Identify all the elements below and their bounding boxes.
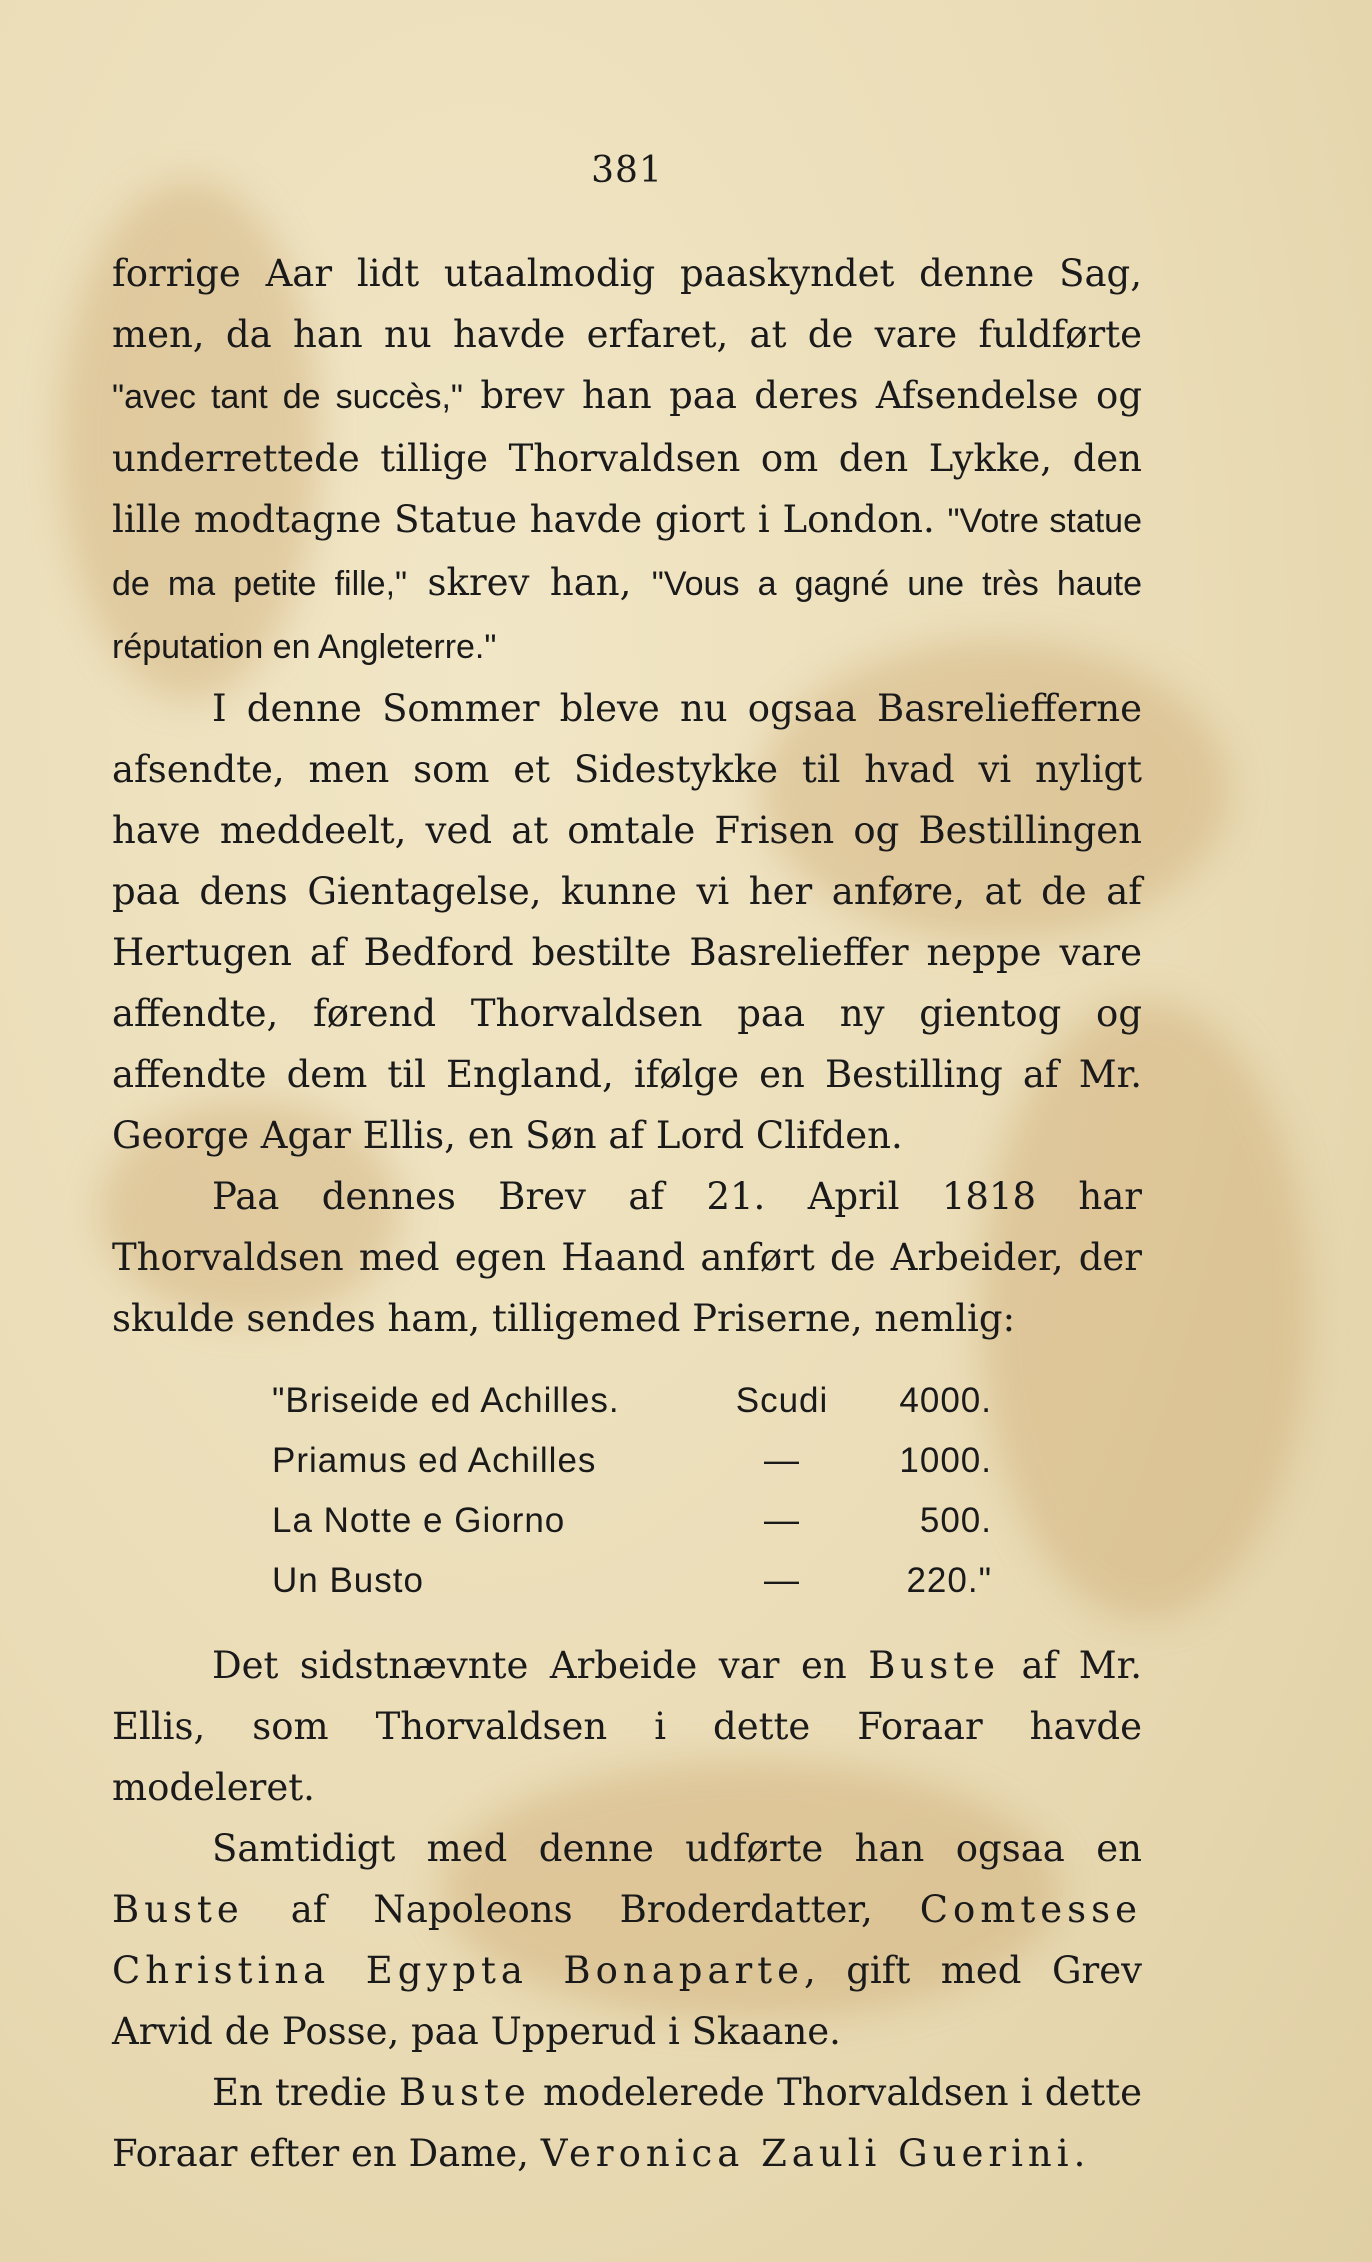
text-run: af Napoleons Broderdatter, — [243, 1888, 920, 1931]
french-quote: "Votre statue de ma petite fille," — [112, 502, 1142, 603]
work-title: Un Busto — [272, 1561, 424, 1600]
text-run: forrige Aar lidt utaalmodig paaskyndet denne Sag, men, da han nu havde erfaret, at de vare fuldførte — [112, 252, 1142, 356]
work-title: "Briseide ed Achilles. — [272, 1381, 620, 1420]
price-amount: 220." — [906, 1561, 992, 1600]
emphasis-spaced: Buste — [399, 2071, 531, 2114]
ditto-mark: — — [764, 1561, 800, 1600]
text-run: brev han paa deres Afsendelse og underrettede tillige Thorvaldsen om den Lykke, den lille modtagne Statue havde giort i London. — [112, 374, 1143, 541]
work-title: Priamus ed Achilles — [272, 1441, 597, 1480]
price-list — [272, 1371, 992, 1611]
price-row — [272, 1371, 992, 1431]
emphasis-spaced: Comtesse Christina Egypta Bonaparte — [112, 1888, 1142, 1992]
text-run: En tredie — [212, 2071, 400, 2114]
price-row — [272, 1551, 992, 1611]
paragraph-bonaparte-bust — [112, 1818, 1142, 2062]
paragraph-guerini-bust — [112, 2062, 1142, 2184]
price-row — [272, 1491, 992, 1551]
emphasis-spaced: Buste — [868, 1644, 1000, 1687]
price-row — [272, 1431, 992, 1491]
text-run: . — [1073, 2132, 1086, 2175]
text-run: af Mr. Ellis, som Thorvaldsen i dette Foraar havde modeleret. — [112, 1644, 1143, 1809]
french-quote: "Vous a gagné une très haute réputation en Angleterre." — [112, 565, 1142, 666]
french-quote: "avec tant de succès," — [112, 378, 464, 416]
book-page — [112, 150, 1142, 2184]
emphasis-spaced: Veronica Zauli Guerini — [540, 2132, 1074, 2175]
ditto-mark: — — [764, 1441, 800, 1480]
paragraph-letter-1818: Paa dennes Brev af 21. April 1818 har Thorvaldsen med egen Haand anført de Arbeider, der skulde sendes ham, tilligemed Priserne, nemlig: — [112, 1175, 1142, 1340]
paragraph-letter — [112, 243, 1142, 678]
currency-unit: Scudi — [735, 1381, 829, 1420]
text-run: , gift med Grev Arvid de Posse, paa Upperud i Skaane. — [112, 1949, 1142, 2053]
ditto-mark: — — [764, 1501, 800, 1540]
paragraph-basreliefs: I denne Sommer bleve nu ogsaa Basreliefferne afsendte, men som et Sidestykke til hvad vi nyligt have meddeelt, ved at omtale Frisen og Bestillingen paa dens Gientagelse, kunne vi her anføre, at de af Hertugen af Bedford bestilte Basrelieffer neppe vare affendte, førend Thorvaldsen paa ny gientog og affendte dem til England, ifølge en Bestilling af Mr. George Agar Ellis, en Søn af Lord Clifden. — [112, 687, 1142, 1157]
price-amount: 4000. — [899, 1381, 992, 1420]
price-amount: 500. — [919, 1501, 992, 1540]
text-run: skrev han, — [407, 561, 652, 604]
paragraph-ellis-bust — [112, 1635, 1142, 1818]
price-amount: 1000. — [899, 1441, 992, 1480]
text-run: Samtidigt med denne udførte han ogsaa en — [212, 1827, 1142, 1870]
page-number: 381 — [591, 150, 663, 191]
emphasis-spaced: Buste — [112, 1888, 244, 1931]
text-run: Det sidstnævnte Arbeide var en — [212, 1644, 869, 1687]
text-run: modelerede Thorvaldsen i dette Foraar efter en Dame, — [112, 2071, 1142, 2175]
work-title: La Notte e Giorno — [272, 1501, 566, 1540]
